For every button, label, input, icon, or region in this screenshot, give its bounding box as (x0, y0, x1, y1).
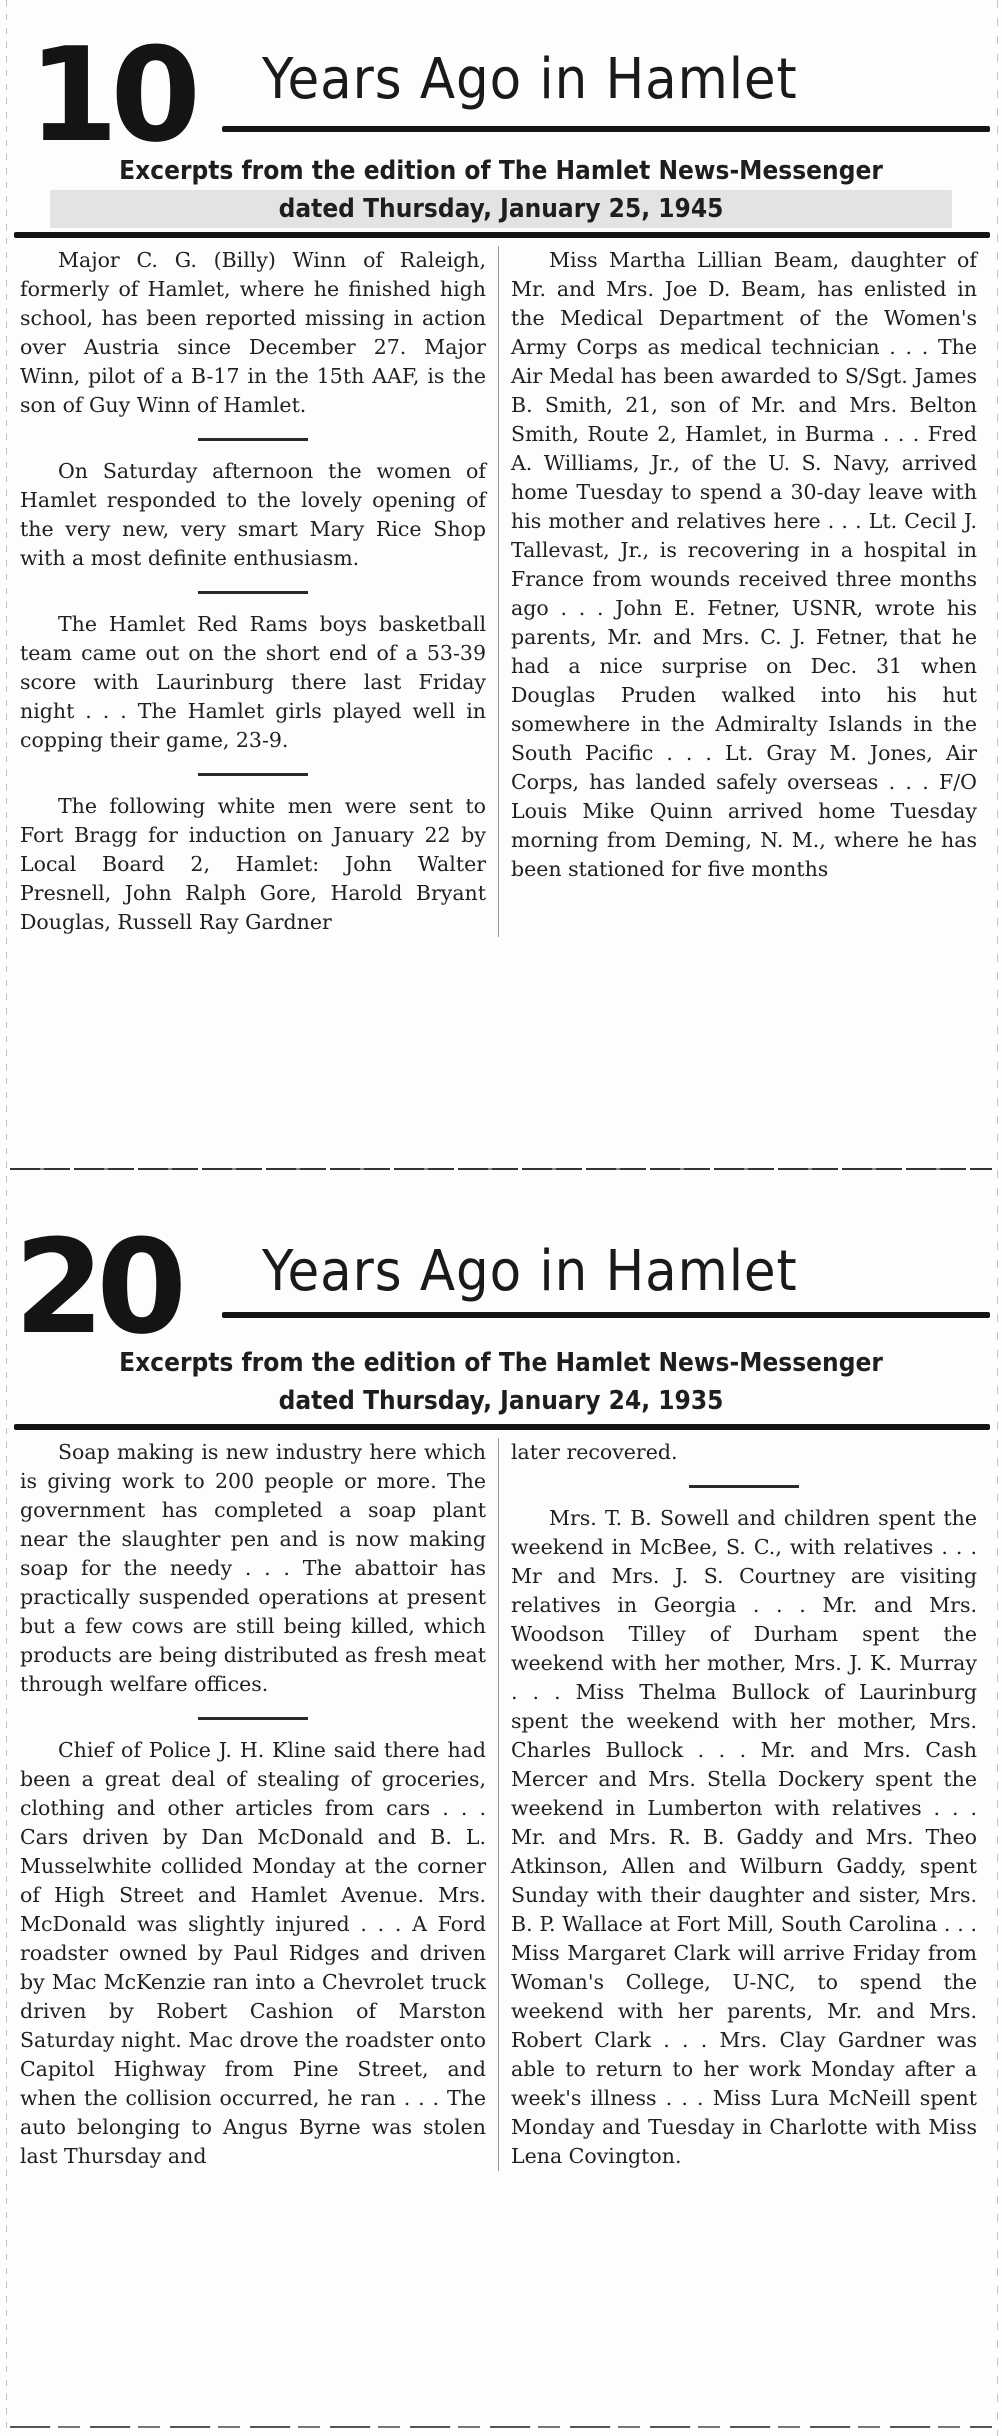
item-separator (198, 773, 308, 776)
article-columns (14, 246, 992, 937)
news-item: Mrs. T. B. Sowell and children spent the weekend in McBee, S. C., with relatives . . . Mr and Mrs. J. S. Courtney are visiting relatives in Georgia . . . Mr. and Mrs. Woodson Tilley of Durham spent the weekend with her mother, Mrs. J. K. Murray . . . Miss Thelma Bullock of Laurinburg spent the weekend with her mother, Mrs. Charles Bullock . . . Mr. and Mrs. Cash Mercer and Mrs. Stella Dockery spent the weekend in Lumberton with relatives . . . Mr. and Mrs. R. B. Gaddy and Mrs. Theo Atkinson, Allen and Wilburn Gaddy, spent Sunday with their daughter and sister, Mrs. B. P. Wallace at Fort Mill, South Carolina . . . Miss Margaret Clark will arrive Friday from Woman's College, U-NC, to spend the weekend with her parents, Mr. and Mrs. Robert Clark . . . Mrs. Clay Gardner was able to return to her work Monday after a week's illness . . . Miss Lura McNeill spent Monday and Tuesday in Charlotte with Miss Lena Covington. (511, 1506, 977, 2168)
right-column (505, 246, 983, 937)
years-number: 20 (14, 1211, 179, 1363)
news-item-continued: later recovered. (511, 1440, 678, 1464)
column-title: Years Ago in Hamlet (262, 1239, 798, 1304)
column-rule (498, 1438, 499, 2171)
subhead-line-2: dated Thursday, January 25, 1945 (50, 190, 952, 228)
left-column (14, 246, 492, 937)
article-columns (14, 1438, 992, 2171)
subhead-line-1: Excerpts from the edition of The Hamlet News-Messenger (119, 156, 883, 186)
item-separator (689, 1485, 799, 1488)
column-title: Years Ago in Hamlet (262, 47, 798, 112)
item-separator (198, 591, 308, 594)
news-item: The Hamlet Red Rams boys basketball team came out on the short end of a 53-39 score with Laurinburg there last Friday night . . . The Hamlet girls played well in copping their game, 23-9. (20, 612, 486, 752)
news-item: The following white men were sent to Fort Bragg for induction on January 22 by Local Board 2, Hamlet: John Walter Presnell, John Ralph Gore, Harold Bryant Douglas, Russell Ray Gardner (20, 794, 486, 934)
title-underline (222, 126, 990, 132)
header-rule (14, 232, 990, 238)
right-column (505, 1438, 983, 2171)
news-item: On Saturday afternoon the women of Hamlet responded to the lovely opening of the very new, very smart Mary Rice Shop with a most definite enthusiasm. (20, 459, 486, 570)
subhead-line-2: dated Thursday, January 24, 1935 (278, 1386, 724, 1416)
header-rule (14, 1424, 990, 1430)
left-column (14, 1438, 492, 2171)
years-number: 10 (28, 19, 193, 171)
section-10-years-ago (0, 0, 1002, 937)
news-item: Chief of Police J. H. Kline said there had been a great deal of stealing of groceries, clothing and other articles from cars . . . Cars driven by Dan McDonald and B. L. Musselwhite collided Monday at the corner of High Street and Hamlet Avenue. Mrs. McDonald was slightly injured . . . A Ford roadster owned by Paul Ridges and driven by Mac McKenzie ran into a Chevrolet truck driven by Robert Cashion of Marston Saturday night. Mac drove the roadster onto Capitol Highway from Pine Street, and when the collision occurred, he ran . . . The auto belonging to Angus Byrne was stolen last Thursday and (20, 1738, 486, 2168)
news-item: Soap making is new industry here which is giving work to 200 people or more. The government has completed a soap plant near the slaughter pen and is now making soap for the needy . . . The abattoir has practically suspended operations at present but a few cows are still being killed, which products are being distributed as fresh meat through welfare offices. (20, 1440, 486, 1696)
subhead-line-1: Excerpts from the edition of The Hamlet News-Messenger (119, 1348, 883, 1378)
bottom-rule (10, 2426, 992, 2428)
item-separator (198, 1717, 308, 1720)
title-underline (222, 1312, 990, 1318)
section-20-years-ago (0, 1188, 1002, 2171)
column-rule (498, 246, 499, 937)
section-divider (10, 1168, 992, 1170)
news-item: Miss Martha Lillian Beam, daughter of Mr. and Mrs. Joe D. Beam, has enlisted in the Medical Department of the Women's Army Corps as medical technician . . . The Air Medal has been awarded to S/Sgt. James B. Smith, 21, son of Mr. and Mrs. Belton Smith, Route 2, Hamlet, in Burma . . . Fred A. Williams, Jr., of the U. S. Navy, arrived home Tuesday to spend a 30-day leave with his mother and relatives here . . . Lt. Cecil J. Tallevast, Jr., is recovering in a hospital in France from wounds received three months ago . . . John E. Fetner, USNR, wrote his parents, Mr. and Mrs. C. J. Fetner, that he had a nice surprise on Dec. 31 when Douglas Pruden walked into his hut somewhere in the Admiralty Islands in the South Pacific . . . Lt. Gray M. Jones, Air Corps, has landed safely overseas . . . F/O Louis Mike Quinn arrived home Tuesday morning from Deming, N. M., where he has been stationed for five months (511, 248, 977, 881)
item-separator (198, 438, 308, 441)
news-item: Major C. G. (Billy) Winn of Raleigh, formerly of Hamlet, where he finished high school, has been reported missing in action over Austria since December 27. Major Winn, pilot of a B-17 in the 15th AAF, is the son of Guy Winn of Hamlet. (20, 248, 486, 417)
